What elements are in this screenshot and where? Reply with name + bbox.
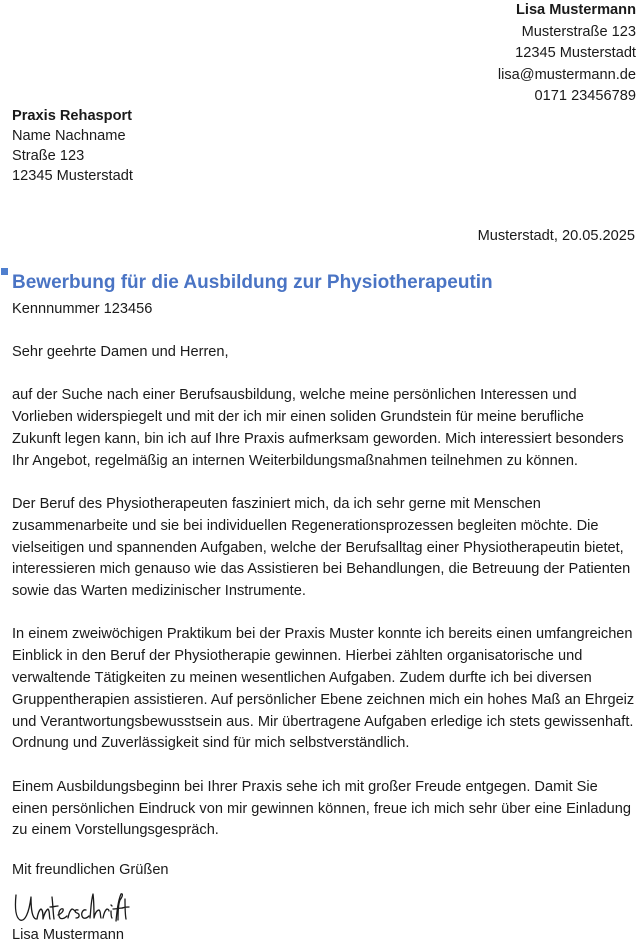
letter-body	[12, 342, 636, 864]
body-paragraph-4: Einem Ausbildungsbeginn bei Ihrer Praxis sehe ich mit großer Freude entgegen. Damit Sie einen persönlichen Eindruck von mir gewinnen können, freue ich mich sehr über eine Einladung zu einem Vorstellungsgespräch.	[12, 778, 631, 839]
sender-phone: 0171 23456789	[534, 88, 636, 104]
body-paragraph-3: In einem zweiwöchigen Praktikum bei der Praxis Muster konnte ich bereits einen umfangreichen Einblick in den Beruf der Physiotherapie gewinnen. Hierbei zählten organisatorische und verwaltende Tätigkeiten zu meinen wesentlichen Aufgaben. Zudem durfte ich bei diversen Gruppentherapien assistieren. Auf persönlicher Ebene zeichnen mich ein hohes Maß an Ehrgeiz und Verantwortungsbewusstsein aus. Mir übertragene Aufgaben erledige ich stets gewissenhaft. Ordnung und Zuverlässigkeit sind für mich selbstverständlich.	[12, 626, 635, 752]
signer-name: Lisa Mustermann	[12, 927, 124, 943]
sender-name: Lisa Mustermann	[515, 2, 636, 18]
letter-date: Musterstadt, 20.05.2025	[477, 228, 635, 244]
recipient-org: Praxis Rehasport	[12, 108, 133, 124]
handwritten-signature	[12, 885, 130, 927]
reference-number: Kennnummer 123456	[12, 301, 153, 317]
recipient-contact: Name Nachname	[12, 128, 126, 144]
sender-address-block	[498, 0, 636, 108]
recipient-street: Straße 123	[12, 148, 85, 164]
recipient-city: 12345 Musterstadt	[12, 168, 133, 184]
sender-email: lisa@mustermann.de	[497, 66, 636, 83]
salutation: Sehr geehrte Damen und Herren,	[12, 344, 229, 360]
subject-heading: Bewerbung für die Ausbildung zur Physiotherapeutin	[12, 272, 493, 293]
recipient-address-block	[12, 106, 133, 186]
body-paragraph-1: auf der Suche nach einer Berufsausbildung, welche meine persönlichen Interessen und Vorlieben widerspiegelt und mit der ich mir einen soliden Grundstein für meine berufliche Zukunft legen kann, bin ich auf Ihre Praxis aufmerksam geworden. Mich interessiert besonders Ihr Angebot, regelmäßig an internen Weiterbildungsmaßnahmen teilnehmen zu können.	[12, 387, 624, 469]
closing-phrase: Mit freundlichen Grüßen	[12, 862, 169, 878]
body-paragraph-2: Der Beruf des Physiotherapeuten fasziniert mich, da ich sehr gerne mit Menschen zusammenarbeite und sie bei individuellen Regenerationsprozessen begleiten möchte. Die vielseitigen und spannenden Aufgaben, welche der Berufsalltag einer Physiotherapeutin bietet, interessieren mich genauso wie das Assistieren bei Behandlungen, die Betreuung der Patienten sowie das Warten medizinischer Instrumente.	[12, 495, 631, 600]
sender-street: Musterstraße 123	[521, 23, 636, 40]
sender-city: 12345 Musterstadt	[515, 45, 636, 61]
heading-anchor-marker	[1, 268, 8, 275]
